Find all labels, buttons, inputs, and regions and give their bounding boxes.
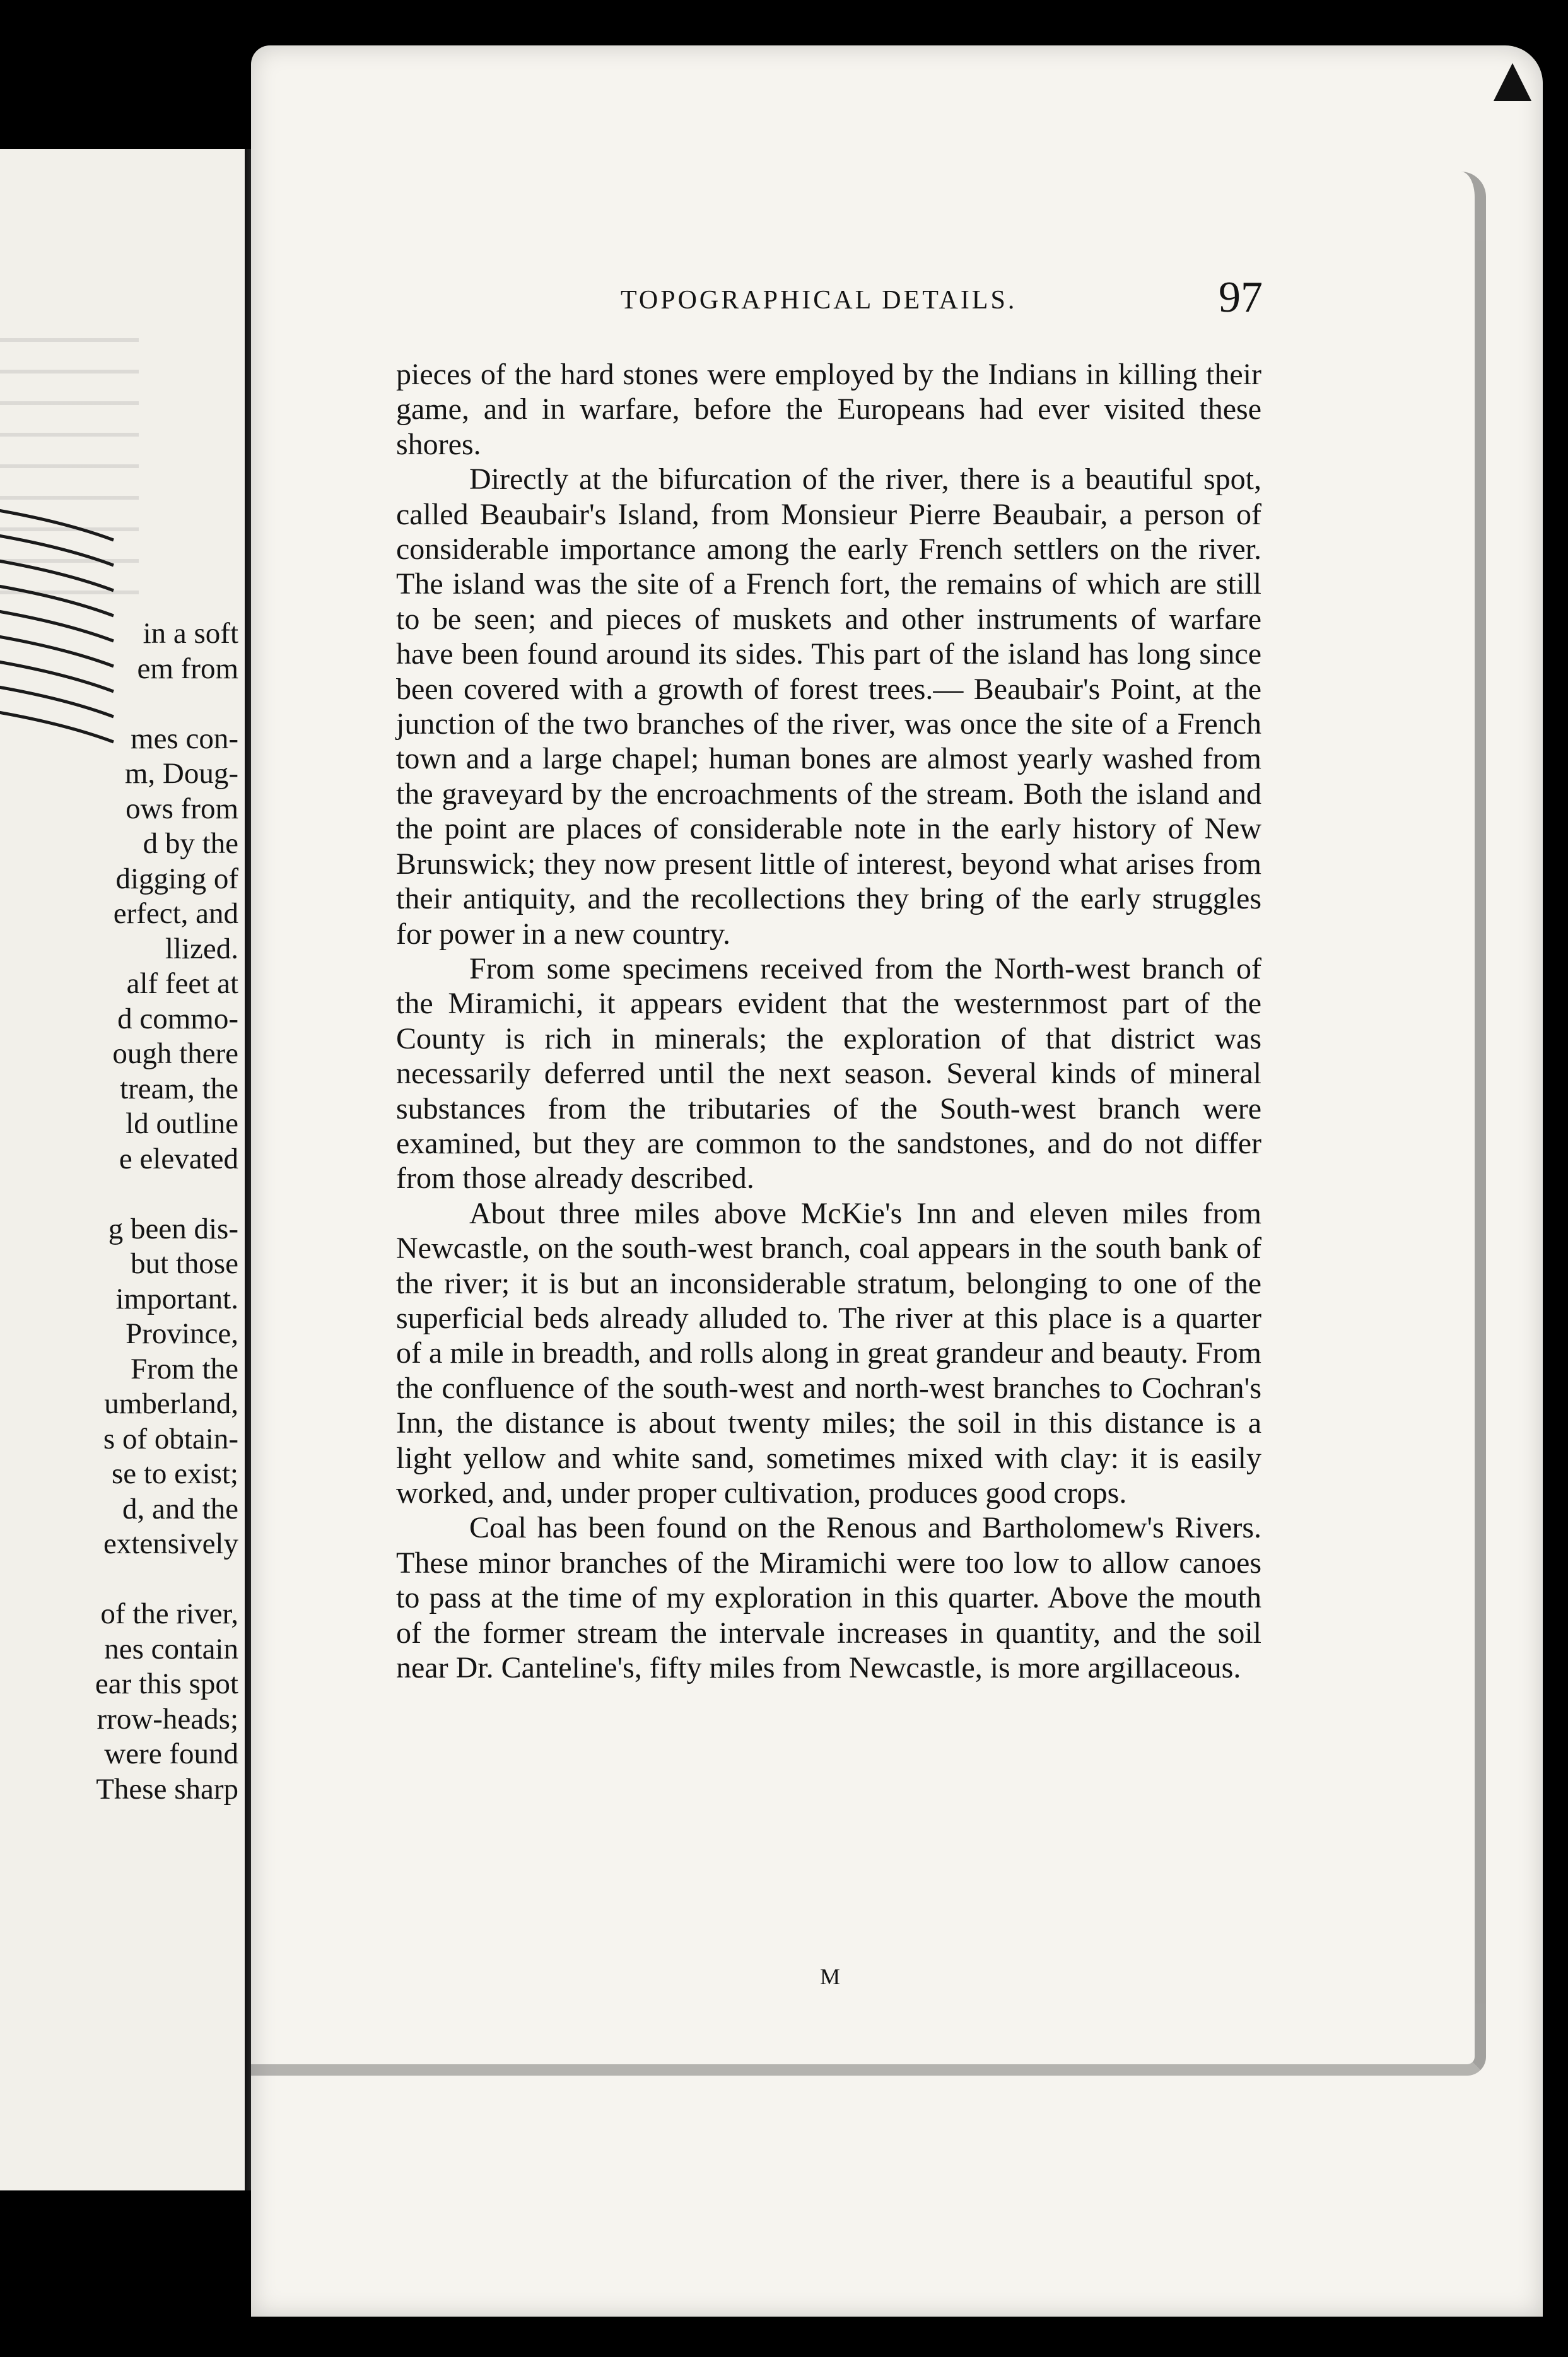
- corner-tab-mark: [1494, 63, 1531, 101]
- left-page-figure-fragment: [0, 490, 126, 830]
- left-page-line: ough there: [112, 1037, 238, 1070]
- left-page-line: nes contain: [104, 1632, 238, 1666]
- left-page-line: m, Doug-: [124, 757, 238, 790]
- left-page-line: em from: [137, 652, 238, 685]
- left-page-line: digging of: [115, 862, 238, 895]
- left-page-line: were found: [104, 1737, 238, 1770]
- left-page-line: s of obtain-: [103, 1422, 238, 1455]
- left-page-line: e elevated: [119, 1142, 238, 1175]
- left-page-line: but those: [130, 1247, 238, 1280]
- left-page-line: umberland,: [104, 1387, 238, 1420]
- left-page-line: alf feet at: [126, 967, 238, 1000]
- left-page-line: d commo-: [117, 1002, 238, 1035]
- left-page-line: From the: [130, 1352, 238, 1385]
- left-page-line: rrow-heads;: [97, 1702, 238, 1736]
- left-page-line: Province,: [126, 1317, 238, 1350]
- left-page-line: These sharp: [96, 1772, 238, 1806]
- left-page-line: important.: [115, 1282, 238, 1315]
- left-page-line: extensively: [103, 1527, 238, 1560]
- main-text-block: [396, 357, 1261, 1685]
- page-number: 97: [1219, 273, 1263, 322]
- left-page-line: llized.: [165, 932, 238, 965]
- left-page-line: erfect, and: [113, 897, 238, 930]
- left-page-line: in a soft: [143, 617, 238, 650]
- left-page-line: of the river,: [100, 1597, 238, 1630]
- paragraph-north-west-branch: From some specimens received from the North-west branch of the Miramichi, it appears evident that the westernmost part of the County is rich in minerals; the exploration of that district was necessarily deferred until the next season. Several kinds of mineral substances from the tributaries of the South-west branch were examined, but they are common to the sandstones, and do not differ from those already described.: [396, 951, 1261, 1196]
- signature-mark: M: [820, 1964, 841, 1989]
- left-page-line: mes con-: [131, 722, 238, 755]
- running-header: TOPOGRAPHICAL DETAILS.: [621, 286, 1017, 315]
- left-page-line: g been dis-: [108, 1212, 238, 1245]
- paragraph-continuation: pieces of the hard stones were employed by the Indians in killing their game, and in warfare, before the Europeans had ever visited these shores.: [396, 358, 1261, 461]
- left-page-line: se to exist;: [111, 1457, 238, 1490]
- left-facing-page: [0, 149, 251, 2190]
- paragraph-coal-mckies-inn: About three miles above McKie's Inn and eleven miles from Newcastle, on the south-west branch, coal appears in the south bank of the river; it is but an inconsiderable stratum, belonging to one of the superficial beds already alluded to. The river at this place is a quarter of a mile in breadth, and rolls along in great grandeur and beauty. From the confluence of the south-west and north-west branches to Cochran's Inn, the distance is about twenty miles; the soil in this distance is a light yellow and white sand, sometimes mixed with clay: it is easily worked, and, under proper cultivation, produces good crops.: [396, 1196, 1261, 1510]
- left-page-line: ear this spot: [95, 1667, 238, 1700]
- paragraph-beaubair-island: Directly at the bifurcation of the river, there is a beautiful spot, called Beaubair's Island, from Monsieur Pierre Beaubair, a person of considerable importance among the early French settlers on the river. The island was the site of a French fort, the remains of which are still to be seen; and pieces of muskets and other instruments of warfare have been found around its sides. This part of the island has long since been covered with a growth of forest trees.— Beaubair's Point, at the junction of the two branches of the river, was once the site of a French town and a large chapel; human bones are almost yearly washed from the graveyard by the encroachments of the stream. Both the island and the point are places of considerable note in the early history of New Brunswick; they now present little of interest, beyond what arises from their antiquity, and the recollections they bring of the early struggles for power in a new country.: [396, 462, 1261, 951]
- left-page-line: tream, the: [120, 1072, 238, 1105]
- paragraph-renous-bartholomew: Coal has been found on the Renous and Bartholomew's Rivers. These minor branches of the Miramichi were too low to allow canoes to pass at the time of my exploration in this quarter. Above the mouth of the former stream the intervale increases in quantity, and the soil near Dr. Canteline's, fifty miles from Newcastle, is more argillaceous.: [396, 1511, 1261, 1685]
- left-page-line: ows from: [126, 792, 238, 825]
- left-page-line: ld outline: [126, 1107, 238, 1140]
- left-page-line: d by the: [143, 827, 238, 860]
- left-page-line: d, and the: [122, 1492, 238, 1525]
